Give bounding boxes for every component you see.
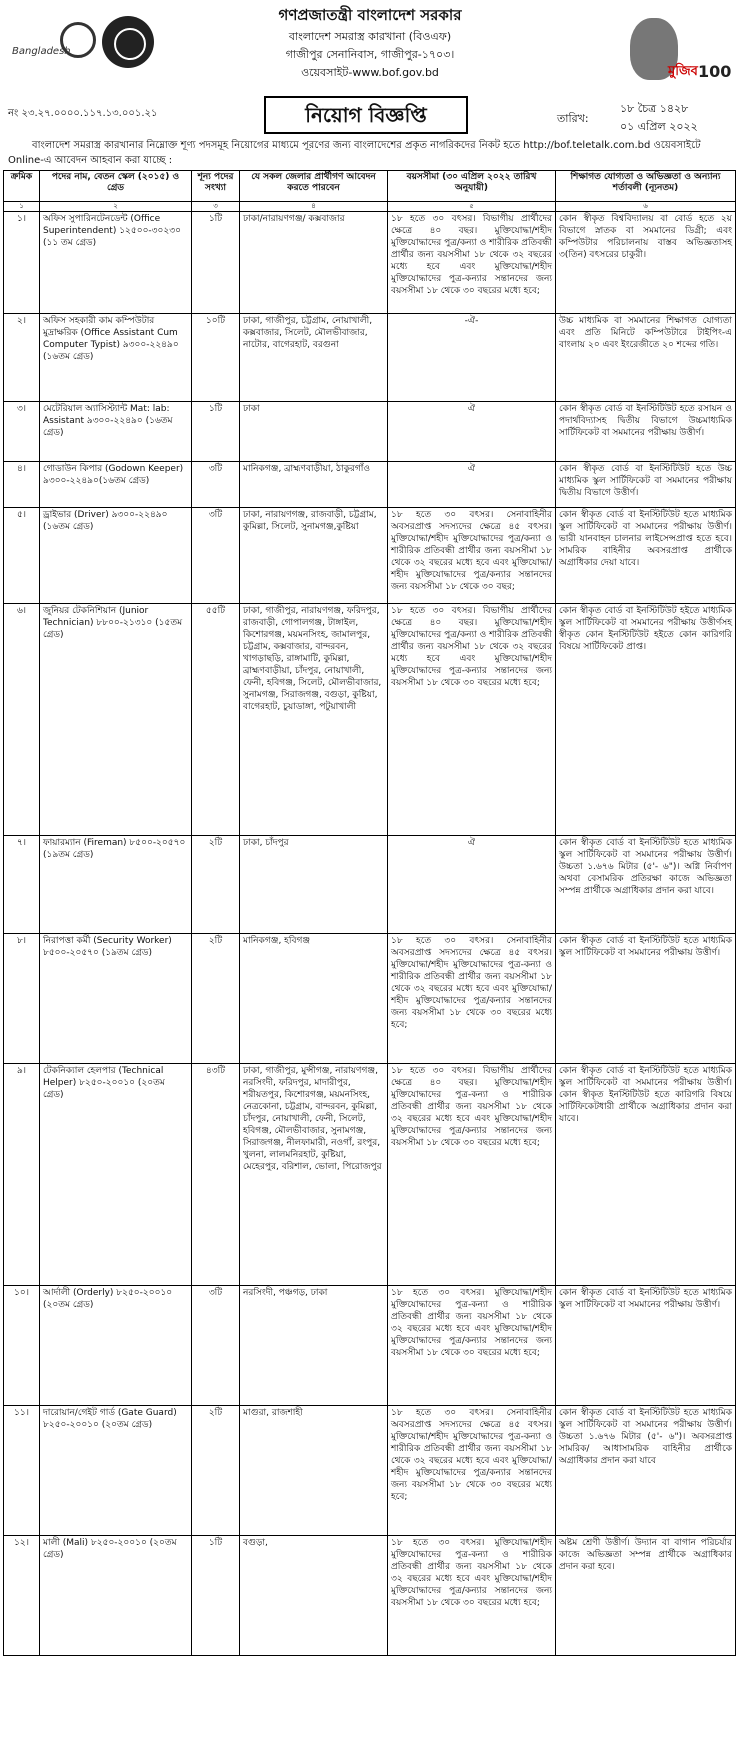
row-sl: ৫। xyxy=(4,508,40,604)
row-districts: ঢাকা, গাজীপুর, মুন্সীগঞ্জ, নারায়ণগঞ্জ, নরসিংদী, ফরিদপুর, মাদারীপুর, শরীয়তপুর, কিশোরগঞ্জ, ময়মনসিংহ, নেত্রকোনা, চট্টগ্রাম, বান্দরবন, কুমিল্লা, চাঁদপুর, নোয়াখালী, ফেনী, সিলেট, হবিগঞ্জ, মৌলভীবাজার, সুনামগঞ্জ, সিরাজগঞ্জ, নীলফামারী, নওগাঁ, রংপুর, খুলনা, লালমনিরহাট, কুষ্টিয়া, মেহেরপুর, বরিশাল, ভোলা, পিরোজপুর xyxy=(240,1064,388,1286)
row-districts: মাগুরা, রাজশাহী xyxy=(240,1406,388,1536)
row-sl: ৬। xyxy=(4,604,40,836)
org-name: বাংলাদেশ সমরাস্ত্র কারখানা (বিওএফ) xyxy=(288,30,452,43)
header xyxy=(0,0,738,100)
row-qualification: কোন স্বীকৃত বিশ্ববিদ্যালয় বা বোর্ড হতে ২য় বিভাগে স্নাতক বা সমমানের ডিগ্রী; এবং কম্পিউটার পরিচালনায় বাস্তব অভিজ্ঞতাসহ ৩(তিন) বৎসরের চাকুরী। xyxy=(556,212,736,314)
header-post: পদের নাম, বেতন স্কেল (২০১৫) ও গ্রেড xyxy=(40,171,192,202)
org-address: গাজীপুর সেনানিবাস, গাজীপুর-১৭০৩। xyxy=(285,48,455,61)
row-post: অফিস সুপারিনটেনডেন্ট (Office Superintendent) ১২৫০০-৩০২৩০ (১১ তম গ্রেড) xyxy=(40,212,192,314)
table-row xyxy=(4,604,736,836)
row-districts: ঢাকা xyxy=(240,402,388,462)
left-logo-text: Bangladesh xyxy=(12,46,71,57)
row-sl: ১২। xyxy=(4,1536,40,1656)
row-districts: মানিকগঞ্জ, ব্রাহ্মণবাড়ীয়া, ঠাকুরগাঁও xyxy=(240,462,388,508)
row-sl: ৭। xyxy=(4,836,40,934)
row-count: ৩টি xyxy=(192,1286,240,1406)
row-post: জুনিয়র টেকনিশিয়ান (Junior Technician) ৮৮০০-২১৩১০ (১৫তম গ্রেড) xyxy=(40,604,192,836)
row-age: ১৮ হতে ৩০ বৎসর। সেনাবাহিনীর অবসরপ্রাপ্ত সদস্যদের ক্ষেত্রে ৪৫ বৎসর। মুক্তিযোদ্ধা/শহীদ মুক্তিযোদ্ধাদের পুত্র-কন্যা ও শারীরিক প্রতিবন্ধী প্রার্থীর জন্য বয়সসীমা ১৮ থেকে ৩২ বছরের মধ্যে হবে এবং মুক্তিযোদ্ধা/শহীদ মুক্তিযোদ্ধাদের পুত্র/কন্যার সন্তানদের জন্য বয়সসীমা ১৮ থেকে ৩০ বছরের মধ্যে হবে; xyxy=(388,934,556,1064)
header-sl: ক্রমিক xyxy=(4,171,40,202)
table-row xyxy=(4,402,736,462)
table-row xyxy=(4,212,736,314)
row-districts: ঢাকা/নারায়ণগঞ্জ/ কক্সবাজার xyxy=(240,212,388,314)
row-sl: ২। xyxy=(4,314,40,402)
row-sl: ১১। xyxy=(4,1406,40,1536)
row-age: ঐ xyxy=(388,836,556,934)
row-qualification: উচ্চ মাধ্যমিক বা সমমানের শিক্ষাগত যোগ্যতা এবং প্রতি মিনিটে কম্পিউটারে টাইপিং-এ বাংলায় ২০ এবং ইংরেজীতে ২০ শব্দের গতি। xyxy=(556,314,736,402)
table-row xyxy=(4,1406,736,1536)
row-count: ৩টি xyxy=(192,508,240,604)
row-age: ১৮ হতে ৩০ বৎসর। বিভাগীয় প্রার্থীদের ক্ষেত্রে ৪০ বছর। মুক্তিযোদ্ধা/শহীদ মুক্তিযোদ্ধাদের পুত্র-কন্যা ও শারীরিক প্রতিবন্ধী প্রার্থীর জন্য বয়সসীমা ১৮ থেকে ৩২ বছরের মধ্যে হবে এবং মুক্তিযোদ্ধা/শহীদ মুক্তিযোদ্ধাদের পুত্র/কন্যার সন্তানদের জন্য বয়সসীমা ১৮ থেকে ৩০ বছরের মধ্যে হবে; xyxy=(388,1064,556,1286)
row-districts: ঢাকা, নারায়ণগঞ্জ, রাজবাড়ী, চট্টগ্রাম, কুমিল্লা, সিলেট, সুনামগঞ্জ,কুষ্টিয়া xyxy=(240,508,388,604)
row-count: ২টি xyxy=(192,836,240,934)
row-count: ৪৩টি xyxy=(192,1064,240,1286)
row-age: ১৮ হতে ৩০ বৎসর। সেনাবাহিনীর অবসরপ্রাপ্ত সদস্যদের ক্ষেত্রে ৪৫ বৎসর। মুক্তিযোদ্ধা/শহীদ মুক্তিযোদ্ধাদের পুত্র/কন্যা ও শারীরিক প্রতিবন্ধী প্রার্থীর জন্য বয়সসীমা ১৮ থেকে ৩২ বছরের মধ্যে হবে এবং মুক্তিযোদ্ধা/শহীদ মুক্তিযোদ্ধাদের পুত্র/কন্যার সন্তানদের জন্য বয়সসীমা ১৮ থেকে ৩০ বছর; xyxy=(388,508,556,604)
col-number: ২ xyxy=(40,202,192,212)
vacancy-table xyxy=(3,170,736,1656)
col-number: ৪ xyxy=(240,202,388,212)
org-website: ওয়েবসাইট-www.bof.gov.bd xyxy=(301,66,439,79)
row-age: -ঐ- xyxy=(388,314,556,402)
row-count: ১টি xyxy=(192,402,240,462)
row-post: দারোয়ান/গেইট গার্ড (Gate Guard) ৮২৫০-২০০১০ (২০তম গ্রেড) xyxy=(40,1406,192,1536)
row-qualification: কোন স্বীকৃত বোর্ড বা ইনস্টিটিউট হতে রসায়ন ও পদার্থবিদ্যাসহ দ্বিতীয় বিভাগে উচ্চমাধ্যমিক সার্টিফিকেট বা সমমানের পরীক্ষায় উত্তীর্ণ। xyxy=(556,402,736,462)
header-qualification: শিক্ষাগত যোগ্যতা ও অভিজ্ঞতা ও অন্যান্য শর্তাবলী (ন্যূনতম) xyxy=(556,171,736,202)
date-bangla: ১৮ চৈত্র ১৪২৮ xyxy=(620,102,689,115)
row-count: ৫৫টি xyxy=(192,604,240,836)
table-row xyxy=(4,314,736,402)
row-age: ১৮ হতে ৩০ বৎসর। বিভাগীয় প্রার্থীদের ক্ষেত্রে ৪০ বছর। মুক্তিযোদ্ধা/শহীদ মুক্তিযোদ্ধাদের পুত্র/কন্যা ও শারীরিক প্রতিবন্ধী প্রার্থীর জন্য বয়সসীমা ১৮ থেকে ৩২ বছরের মধ্যে হবে এবং মুক্তিযোদ্ধা/শহীদ মুক্তিযোদ্ধাদের পুত্র-কন্যার সন্তানদের জন্য বয়সসীমা ১৮ থেকে ৩০ বছরের মধ্যে হবে; xyxy=(388,212,556,314)
row-count: ৩টি xyxy=(192,462,240,508)
row-qualification: অষ্টম শ্রেণী উত্তীর্ণ। উদ্যান বা বাগান পরিচর্যার কাজে অভিজ্ঞতা সম্পন্ন প্রার্থীকে অগ্রাধিকার প্রদান করা হবে। xyxy=(556,1536,736,1656)
row-post: মেটেরিয়াল অ্যাসিস্ট্যান্ট Mat: lab: Assistant ৯৩০০-২২৪৯০ (১৬তম গ্রেড) xyxy=(40,402,192,462)
row-qualification: কোন স্বীকৃত বোর্ড বা ইনস্টিটিউট হতে মাধ্যমিক স্কুল সার্টিফিকেট বা সমমানের পরীক্ষায় উত্তীর্ণ। উচ্চতা ১.৬৭৬ মিটার (৫'- ৬")। অগ্নি নির্বাপণ অথবা বেসামরিক প্রতিরক্ষা কাজে অভিজ্ঞতা সম্পন্ন প্রার্থীকে অগ্রাধিকার প্রদান করা যাবে। xyxy=(556,836,736,934)
row-post: নিরাপত্তা কর্মী (Security Worker) ৮৫০০-২০৫৭০ (১৯তম গ্রেড) xyxy=(40,934,192,1064)
row-age: ঐ xyxy=(388,402,556,462)
notice-title: নিয়োগ বিজ্ঞপ্তি xyxy=(264,96,468,134)
row-qualification: কোন স্বীকৃত বোর্ড বা ইনস্টিটিউট হতে মাধ্যমিক স্কুল সার্টিফিকেট বা সমমানের পরীক্ষায় উত্তীর্ণ। xyxy=(556,934,736,1064)
intro-text: বাংলাদেশ সমরাস্ত্র কারখানার নিম্নোক্ত শূণ্য পদসমূহ নিয়োগের মাধ্যমে পূরণের জন্য বাংলাদেশের প্রকৃত নাগরিকদের নিকট হতে http://bof.teletalk.com.bd ওয়েবসাইটে Online-এ আবেদন আহবান করা যাচ্ছে : xyxy=(8,140,701,166)
row-sl: ৮। xyxy=(4,934,40,1064)
table-row xyxy=(4,1286,736,1406)
row-sl: ৩। xyxy=(4,402,40,462)
date-label: তারিখ: xyxy=(557,112,589,125)
table-row xyxy=(4,836,736,934)
row-age: ঐ xyxy=(388,462,556,508)
row-post: মালী (Mali) ৮২৫০-২০০১০ (২০তম গ্রেড) xyxy=(40,1536,192,1656)
portrait-year: 100 xyxy=(698,62,732,81)
row-districts: ঢাকা, চাঁদপুর xyxy=(240,836,388,934)
row-districts: মানিকগঞ্জ, হবিগঞ্জ xyxy=(240,934,388,1064)
row-districts: ঢাকা, গাজীপুর, চট্টগ্রাম, নোয়াখালী, কক্সবাজার, সিলেট, মৌলভীবাজার, নাটোর, বাগেরহাট, বরগুনা xyxy=(240,314,388,402)
table-row xyxy=(4,508,736,604)
anniversary-logo xyxy=(8,18,103,68)
row-qualification: কোন স্বীকৃত বোর্ড বা ইনস্টিটিউট হইতে মাধ্যমিক স্কুল সার্টিফিকেট বা সমমানের পরীক্ষায় উত্তীর্ণসহ স্বীকৃত কোন ইনস্টিটিউট হইতে কোন কারিগরি বিষয়ে সার্টিফিকেট প্রাপ্ত। xyxy=(556,604,736,836)
portrait-text: মুজিব xyxy=(668,64,698,79)
row-count: ১টি xyxy=(192,1536,240,1656)
table-row xyxy=(4,1064,736,1286)
date-english: ০১ এপ্রিল ২০২২ xyxy=(620,120,698,133)
row-post: গোডাউন কিপার (Godown Keeper) ৯৩০০-২২৪৯০(১৬তম গ্রেড) xyxy=(40,462,192,508)
table-row xyxy=(4,462,736,508)
bof-emblem-icon xyxy=(102,16,154,68)
row-districts: নরসিংদী, পঞ্চগড়, ঢাকা xyxy=(240,1286,388,1406)
row-sl: ৪। xyxy=(4,462,40,508)
table-row xyxy=(4,934,736,1064)
column-number-row xyxy=(4,202,736,212)
row-qualification: কোন স্বীকৃত বোর্ড বা ইনস্টিটিউট হতে মাধ্যমিক স্কুল সার্টিফিকেট বা সমমানের পরীক্ষায় উত্তীর্ণ। ভারী যানবাহন চালনার লাইসেন্সপ্রাপ্ত হতে হবে। সামরিক বাহিনীর অবসরপ্রাপ্ত প্রার্থীকে অগ্রাধিকার দেয়া যাবে। xyxy=(556,508,736,604)
row-post: ড্রাইভার (Driver) ৯৩০০-২২৪৯০ (১৬তম গ্রেড) xyxy=(40,508,192,604)
reference-number: নং ২৩.২৭.০০০০.১১৭.১৩.০০১.২১ xyxy=(8,108,158,119)
header-districts: যে সকল জেলার প্রার্থীগণ আবেদন করতে পারবেন xyxy=(240,171,388,202)
header-age: বয়সসীমা (৩০ এপ্রিল ২০২২ তারিখ অনুযায়ী) xyxy=(388,171,556,202)
row-sl: ১। xyxy=(4,212,40,314)
mujib-100-logo xyxy=(620,14,730,94)
row-post: অফিস সহকারী কাম কম্পিউটার মুদ্রাক্ষরিক (Office Assistant Cum Computer Typist) ৯৩০০-২২৪৯০ (১৬তম গ্রেড) xyxy=(40,314,192,402)
row-age: ১৮ হতে ৩০ বৎসর। বিভাগীয় প্রার্থীদের ক্ষেত্রে ৪০ বছর। মুক্তিযোদ্ধা/শহীদ মুক্তিযোদ্ধাদের পুত্র/কন্যা ও শারীরিক প্রতিবন্ধী প্রার্থীর জন্য বয়সসীমা ১৮ থেকে ৩২ বছরের মধ্যে হবে এবং মুক্তিযোদ্ধা/শহীদ মুক্তিযোদ্ধাদের পুত্র-কন্যার সন্তানদের জন্য বয়সসীমা ১৮ থেকে ৩০ বছরের মধ্যে হবে; xyxy=(388,604,556,836)
table-header-row xyxy=(4,171,736,202)
row-qualification: কোন স্বীকৃত বোর্ড বা ইনস্টিটিউট হতে উচ্চ মাধ্যমিক স্কুল সার্টিফিকেট বা সমমানের পরীক্ষায় দ্বিতীয় বিভাগে উত্তীর্ণ। xyxy=(556,462,736,508)
row-sl: ৯। xyxy=(4,1064,40,1286)
row-age: ১৮ হতে ৩০ বৎসর। মুক্তিযোদ্ধা/শহীদ মুক্তিযোদ্ধাদের পুত্র-কন্যা ও শারীরিক প্রতিবন্ধী প্রার্থীর জন্য বয়সসীমা ১৮ থেকে ৩২ বছরের মধ্যে হবে এবং মুক্তিযোদ্ধা/শহীদ মুক্তিযোদ্ধাদের পুত্র/কন্যার সন্তানদের জন্য বয়সসীমা ১৮ থেকে ৩০ বছরের মধ্যে হবে; xyxy=(388,1536,556,1656)
col-number: ৬ xyxy=(556,202,736,212)
header-count: শূন্য পদের সংখ্যা xyxy=(192,171,240,202)
row-qualification: কোন স্বীকৃত বোর্ড বা ইনস্টিটিউট হতে মাধ্যমিক স্কুল সার্টিফিকেট বা সমমানের পরীক্ষায় উত্তীর্ণ। কোন স্বীকৃত ইনস্টিটিউট হতে কারিগরি বিষয়ে সার্টিফিকেটধারী প্রার্থীকে অগ্রাধিকার প্রদান করা যাবে। xyxy=(556,1064,736,1286)
row-count: ২টি xyxy=(192,934,240,1064)
row-districts: বগুড়া, xyxy=(240,1536,388,1656)
row-qualification: কোন স্বীকৃত বোর্ড বা ইনস্টিটিউট হতে মাধ্যমিক স্কুল সার্টিফিকেট বা সমমানের পরীক্ষায় উত্তীর্ণ। xyxy=(556,1286,736,1406)
col-number: ৩ xyxy=(192,202,240,212)
row-count: ২টি xyxy=(192,1406,240,1536)
row-age: ১৮ হতে ৩০ বৎসর। মুক্তিযোদ্ধা/শহীদ মুক্তিযোদ্ধাদের পুত্র-কন্যা ও শারীরিক প্রতিবন্ধী প্রার্থীর জন্য বয়সসীমা ১৮ থেকে ৩২ বছরের মধ্যে হবে এবং মুক্তিযোদ্ধা/শহীদ মুক্তিযোদ্ধাদের পুত্র/কন্যার সন্তানদের জন্য বয়সসীমা ১৮ থেকে ৩০ বছরের মধ্যে হবে; xyxy=(388,1286,556,1406)
row-qualification: কোন স্বীকৃত বোর্ড বা ইনস্টিটিউট হতে মাধ্যমিক স্কুল সার্টিফিকেট বা সমমানের পরীক্ষায় উত্তীর্ণ। উচ্চতা ১.৬৭৬ মিটার (৫'- ৬")। অবসরপ্রাপ্ত সামরিক/ আধাসামরিক বাহিনীর প্রার্থীকে অগ্রাধিকার প্রদান করা যাবে xyxy=(556,1406,736,1536)
gov-title: গণপ্রজাতন্ত্রী বাংলাদেশ সরকার xyxy=(278,6,462,24)
row-age: ১৮ হতে ৩০ বৎসর। সেনাবাহিনীর অবসরপ্রাপ্ত সদস্যদের ক্ষেত্রে ৪৫ বৎসর। মুক্তিযোদ্ধা/শহীদ মুক্তিযোদ্ধাদের পুত্র-কন্যা ও শারীরিক প্রতিবন্ধী প্রার্থীর জন্য বয়সসীমা ১৮ থেকে ৩২ বছরের মধ্যে হবে এবং মুক্তিযোদ্ধা/শহীদ মুক্তিযোদ্ধাদের পুত্র/কন্যার সন্তানদের জন্য বয়সসীমা ১৮ থেকে ৩০ বছরের মধ্যে হবে; xyxy=(388,1406,556,1536)
row-count: ১টি xyxy=(192,212,240,314)
table-row xyxy=(4,1536,736,1656)
row-post: আর্দালী (Orderly) ৮২৫০-২০০১০ (২০তম গ্রেড) xyxy=(40,1286,192,1406)
row-sl: ১০। xyxy=(4,1286,40,1406)
col-number: ১ xyxy=(4,202,40,212)
row-post: টেকনিক্যাল হেলপার (Technical Helper) ৮২৫০-২০০১০ (২০তম গ্রেড) xyxy=(40,1064,192,1286)
row-count: ১০টি xyxy=(192,314,240,402)
col-number: ৫ xyxy=(388,202,556,212)
row-post: ফায়ারম্যান (Fireman) ৮৫০০-২০৫৭০ (১৯তম গ্রেড) xyxy=(40,836,192,934)
row-districts: ঢাকা, গাজীপুর, নারায়ণগঞ্জ, ফরিদপুর, রাজবাড়ী, গোপালগঞ্জ, টাঙ্গাইল, কিশোরগঞ্জ, ময়মনসিংহ, জামালপুর, চট্টগ্রাম, কক্সবাজার, বান্দরবন, খাগড়াছড়ি, রাঙ্গামাটি, কুমিল্লা, ব্রাহ্মণবাড়ীয়া, চাঁদপুর, নোয়াখালী, ফেনী, হবিগঞ্জ, সিলেট, মৌলভীবাজার, সুনামগঞ্জ, সিরাজগঞ্জ, বগুড়া, কুষ্টিয়া, বাগেরহাট, চুয়াডাঙ্গা, পটুয়াখালী xyxy=(240,604,388,836)
